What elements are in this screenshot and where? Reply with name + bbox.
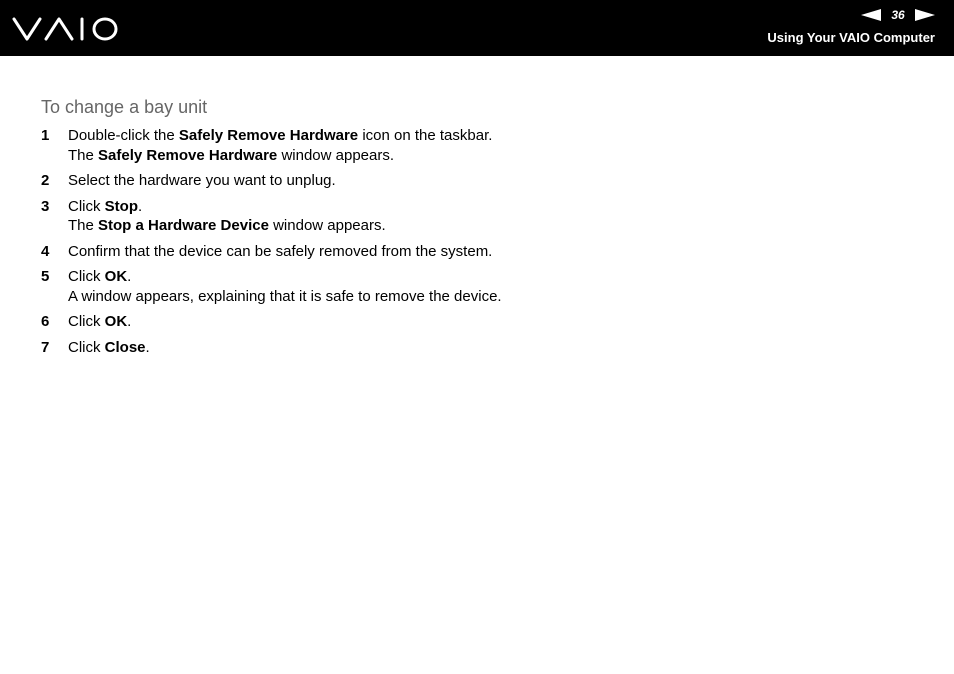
step-text-part: Click xyxy=(68,313,105,330)
step-text-part: . xyxy=(127,313,132,330)
ui-term: Stop a Hardware Device xyxy=(98,217,269,234)
step-text-part: . xyxy=(138,197,143,215)
step-text-part: . xyxy=(127,268,132,285)
ui-term: Stop xyxy=(104,197,138,215)
step-item xyxy=(41,267,921,306)
step-line xyxy=(68,287,921,307)
step-text xyxy=(68,242,921,262)
step-text-part: . xyxy=(145,338,150,356)
step-item xyxy=(41,242,921,262)
step-text xyxy=(68,171,921,191)
step-item xyxy=(41,171,921,191)
step-text-part: Double-click the xyxy=(68,127,179,144)
step-line xyxy=(68,242,921,262)
step-text-part: window appears. xyxy=(268,217,386,234)
step-text xyxy=(68,338,921,358)
procedure-steps xyxy=(41,126,921,357)
step-text-part: icon on the taskbar. xyxy=(358,127,493,144)
procedure-heading: To change a bay unit xyxy=(41,97,208,117)
step-text xyxy=(68,312,921,332)
step-text-part: The xyxy=(68,146,99,164)
vaio-logo xyxy=(12,16,120,42)
step-text-part: Click xyxy=(68,197,105,215)
step-line xyxy=(68,171,921,191)
step-line xyxy=(68,126,921,146)
ui-term: Safely Remove Hardware xyxy=(98,146,278,164)
step-text-part: window appears. xyxy=(277,146,395,164)
step-text-part: Click xyxy=(68,268,105,285)
step-item xyxy=(41,338,921,358)
step-text xyxy=(68,197,921,236)
step-line xyxy=(68,312,921,332)
step-line xyxy=(68,267,921,287)
step-line xyxy=(68,146,921,166)
step-line xyxy=(68,338,921,358)
step-item xyxy=(41,312,921,332)
page-navigation xyxy=(861,8,935,22)
step-number: 2 xyxy=(41,172,50,189)
step-item xyxy=(41,126,921,165)
step-text-part: Select the hardware you want to unplug. xyxy=(68,172,336,189)
ui-term: Safely Remove Hardware xyxy=(178,127,359,144)
page-header xyxy=(0,0,954,56)
step-number: 4 xyxy=(41,242,50,260)
step-number: 7 xyxy=(41,338,50,356)
step-text xyxy=(68,267,921,306)
step-text-part: The xyxy=(68,217,99,234)
step-number: 3 xyxy=(41,197,50,215)
page-content xyxy=(41,96,921,363)
step-text-part: Confirm that the device can be safely removed from the system. xyxy=(68,242,493,260)
arrow-left-icon[interactable] xyxy=(861,9,881,21)
step-line xyxy=(68,197,921,217)
step-text-part: Click xyxy=(68,338,105,356)
step-number: 6 xyxy=(41,313,50,330)
ui-term: OK xyxy=(104,268,128,285)
step-number: 5 xyxy=(41,268,50,285)
step-number: 1 xyxy=(41,127,50,144)
ui-term: OK xyxy=(104,313,128,330)
step-text-part: A window appears, explaining that it is safe to remove the device. xyxy=(68,287,502,305)
step-text xyxy=(68,126,921,165)
arrow-right-icon[interactable] xyxy=(915,9,935,21)
step-line xyxy=(68,216,921,236)
step-item xyxy=(41,197,921,236)
ui-term: Close xyxy=(104,338,146,356)
section-title: Using Your VAIO Computer xyxy=(767,30,935,45)
page-number: 36 xyxy=(891,8,905,22)
